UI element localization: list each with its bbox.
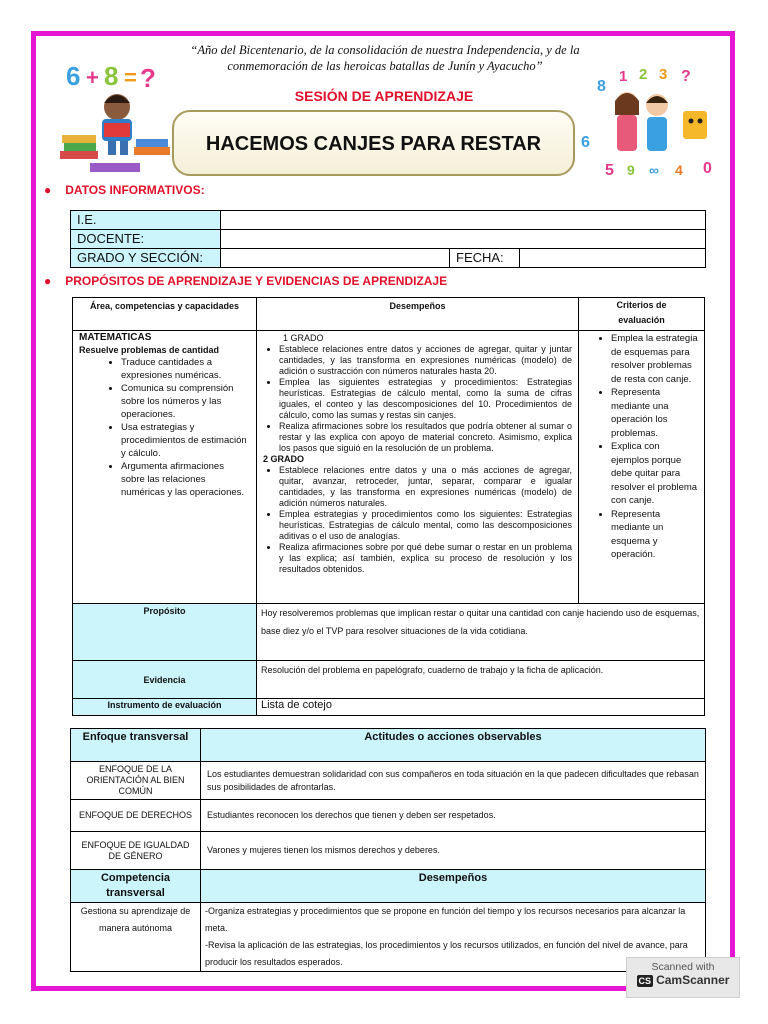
enfoque-desc: Los estudiantes demuestran solidaridad con sus compañeros en toda situación en la que padecen dificultades que rebasan sus posibilidades de afrontarlas. bbox=[201, 762, 706, 800]
instrumento-text: Lista de cotejo bbox=[257, 699, 705, 716]
enfoque-name: ENFOQUE DE DERECHOS bbox=[71, 800, 201, 832]
scanner-line2: CamScanner bbox=[656, 973, 730, 987]
grado-field[interactable] bbox=[221, 249, 450, 268]
enfoque-name: ENFOQUE DE IGUALDAD DE GÉNERO bbox=[71, 832, 201, 870]
desempenos-cell bbox=[257, 331, 579, 604]
criterios-cell bbox=[579, 331, 705, 604]
table-row bbox=[71, 249, 706, 268]
list-item: • Representa mediante un esquema y operación. bbox=[611, 508, 700, 562]
capacidades-list bbox=[79, 356, 250, 499]
competencia-header: Competencia transversal bbox=[71, 870, 201, 903]
enfoques-table bbox=[70, 728, 706, 972]
propositos-table bbox=[72, 297, 705, 716]
deco-digit: 8 bbox=[597, 78, 606, 95]
list-item: • Comunica su comprensión sobre los números y las operaciones. bbox=[121, 382, 250, 421]
grado1-label: 1 GRADO bbox=[283, 333, 324, 343]
deco-digit: 1 bbox=[619, 68, 628, 85]
datos-heading-text: DATOS INFORMATIVOS: bbox=[65, 183, 205, 197]
list-item: • Establece relaciones entre datos y una o más acciones de agregar, quitar, avanzar, retroceder, juntar, separar, comparar e igualar cantidades, y las transforma en expresiones numéricas (modelo) de adición números naturales. bbox=[279, 465, 572, 509]
list-item: • Emplea estrategias y procedimientos como los siguientes: Estrategias heurísticas. Estrategias de cálculo mental, como las descomposiciones aditivas o el uso de analogías. bbox=[279, 509, 572, 542]
competencia-desc-2: -Revisa la aplicación de las estrategias, los procedimientos y los recursos utilizados, en función del nivel de avance, para producir los resultados esperados. bbox=[205, 940, 688, 967]
table-row bbox=[71, 729, 706, 762]
deco-digit: 2 bbox=[639, 66, 648, 83]
list-item: • Argumenta afirmaciones sobre las relaciones numéricas y las operaciones. bbox=[121, 460, 250, 499]
table-row bbox=[71, 832, 706, 870]
camscanner-watermark bbox=[626, 957, 740, 998]
table-row bbox=[71, 800, 706, 832]
evidencia-text: Resolución del problema en papelógrafo, cuaderno de trabajo y la ficha de aplicación. bbox=[257, 661, 705, 699]
area-cell bbox=[73, 331, 257, 604]
table-row bbox=[73, 298, 705, 331]
list-item: • Realiza afirmaciones sobre por qué debe sumar o restar en un problema y las explica; así también, explica su proceso de resolución y los resultados obtenidos. bbox=[279, 542, 572, 575]
title-banner bbox=[172, 110, 575, 176]
deco-digit: 5 bbox=[605, 162, 614, 179]
area-name: MATEMATICAS bbox=[79, 332, 152, 343]
deco-digit: ? bbox=[681, 68, 691, 85]
enfoque-header: Enfoque transversal bbox=[71, 729, 201, 762]
list-item: • Usa estrategias y procedimientos de estimación y cálculo. bbox=[121, 421, 250, 460]
table-row bbox=[73, 604, 705, 661]
docente-field[interactable] bbox=[221, 230, 706, 249]
table-row bbox=[71, 870, 706, 903]
deco-digit: 9 bbox=[627, 162, 635, 178]
bullet-icon: ● bbox=[44, 183, 52, 197]
datos-table bbox=[70, 210, 706, 268]
scanner-brand bbox=[627, 973, 739, 987]
list-item: • Realiza afirmaciones sobre los resultados que podría obtener al sumar o restar y las explica con apoyo de material concreto. Asimismo, explica los pasos que siguió en la resolución de un problema. bbox=[279, 421, 572, 454]
list-item: • Emplea las siguientes estrategias y procedimientos: Estrategias heurísticas. Estrategias de cálculo mental, como la suma de cifras iguales, el conteo y las descomposiciones del 10. Procedimientos de cálculo, como las sumas y restas sin canjes. bbox=[279, 377, 572, 421]
deco-digit: 0 bbox=[703, 160, 712, 177]
header-area: Área, competencias y capacidades bbox=[73, 298, 257, 331]
page-title: HACEMOS CANJES PARA RESTAR bbox=[205, 133, 542, 155]
list-item: • Representa mediante una operación los problemas. bbox=[611, 386, 700, 440]
deco-digit: 8 bbox=[104, 61, 119, 91]
list-item: • Establece relaciones entre datos y acciones de agregar, quitar y juntar cantidades, y las transforma en expresiones numéricas (modelo) de adición o sustracción con números naturales hasta 20. bbox=[279, 344, 572, 377]
table-row bbox=[73, 699, 705, 716]
header-desempenos: Desempeños bbox=[257, 298, 579, 331]
enfoque-desc: Estudiantes reconocen los derechos que tienen y deben ser respetados. bbox=[201, 800, 706, 832]
grado2-label: 2 GRADO bbox=[263, 454, 305, 464]
deco-digit: 6 bbox=[581, 134, 590, 151]
actitudes-header: Actitudes o acciones observables bbox=[201, 729, 706, 762]
deco-digit: 3 bbox=[659, 66, 668, 83]
comp-desempenos-header: Desempeños bbox=[201, 870, 706, 903]
child-reading-illustration bbox=[60, 55, 175, 180]
list-item: • Traduce cantidades a expresiones numéricas. bbox=[121, 356, 250, 382]
proposito-text: Hoy resolveremos problemas que implican restar o quitar una cantidad con canje haciendo uso de esquemas, base diez y/o el TVP para resolver situaciones de la vida cotidiana. bbox=[257, 604, 705, 661]
table-row bbox=[73, 331, 705, 604]
deco-digit: ? bbox=[140, 63, 156, 93]
list-item: • Emplea la estrategia de esquemas para resolver problemas de resta con canje. bbox=[611, 332, 700, 386]
criterios-list bbox=[579, 332, 700, 562]
table-row bbox=[71, 903, 706, 972]
table-row bbox=[71, 762, 706, 800]
competencia-desc-1: -Organiza estrategias y procedimientos que se propone en función del tiempo y los recursos necesarios para alcanzar la meta. bbox=[205, 906, 686, 933]
docente-label: DOCENTE: bbox=[71, 230, 221, 249]
datos-heading bbox=[44, 183, 205, 197]
table-row bbox=[73, 661, 705, 699]
table-row bbox=[71, 211, 706, 230]
camscanner-logo-icon: CS bbox=[638, 976, 652, 986]
list-item: • Explica con ejemplos porque debe quitar para resolver el problema con canje. bbox=[611, 440, 700, 508]
instrumento-label: Instrumento de evaluación bbox=[73, 699, 257, 716]
grado-label: GRADO Y SECCIÓN: bbox=[71, 249, 221, 268]
propositos-heading bbox=[44, 274, 447, 288]
scanner-line1: Scanned with bbox=[651, 961, 715, 973]
evidencia-label: Evidencia bbox=[73, 661, 257, 699]
fecha-field[interactable] bbox=[520, 249, 706, 268]
deco-digit: 4 bbox=[675, 162, 683, 178]
propositos-heading-text: PROPÓSITOS DE APRENDIZAJE Y EVIDENCIAS DE APRENDIZAJE bbox=[65, 274, 448, 288]
deco-digit: = bbox=[124, 65, 137, 90]
competencia-name: Gestiona su aprendizaje de manera autónoma bbox=[71, 903, 201, 972]
deco-digit: ∞ bbox=[649, 162, 659, 178]
ie-label: I.E. bbox=[71, 211, 221, 230]
ie-field[interactable] bbox=[221, 211, 706, 230]
year-motto: “Año del Bicentenario, de la consolidación de nuestra Independencia, y de la conmemoración de las heroicas batallas de Junín y Ayacucho” bbox=[190, 43, 580, 73]
session-label: SESIÓN DE APRENDIZAJE bbox=[294, 88, 474, 104]
competencia-name: Resuelve problemas de cantidad bbox=[79, 345, 220, 355]
fecha-label: FECHA: bbox=[450, 249, 520, 268]
header-criterios: Criterios de evaluación bbox=[579, 298, 705, 331]
grado1-list bbox=[263, 344, 572, 454]
enfoque-name: ENFOQUE DE LA ORIENTACIÓN AL BIEN COMÚN bbox=[71, 762, 201, 800]
enfoque-desc: Varones y mujeres tienen los mismos derechos y deberes. bbox=[201, 832, 706, 870]
deco-digit: + bbox=[86, 65, 99, 90]
deco-digit: 6 bbox=[66, 61, 81, 91]
proposito-label: Propósito bbox=[73, 604, 257, 661]
table-row bbox=[71, 230, 706, 249]
grado2-list bbox=[263, 465, 572, 575]
bullet-icon: ● bbox=[44, 274, 52, 288]
